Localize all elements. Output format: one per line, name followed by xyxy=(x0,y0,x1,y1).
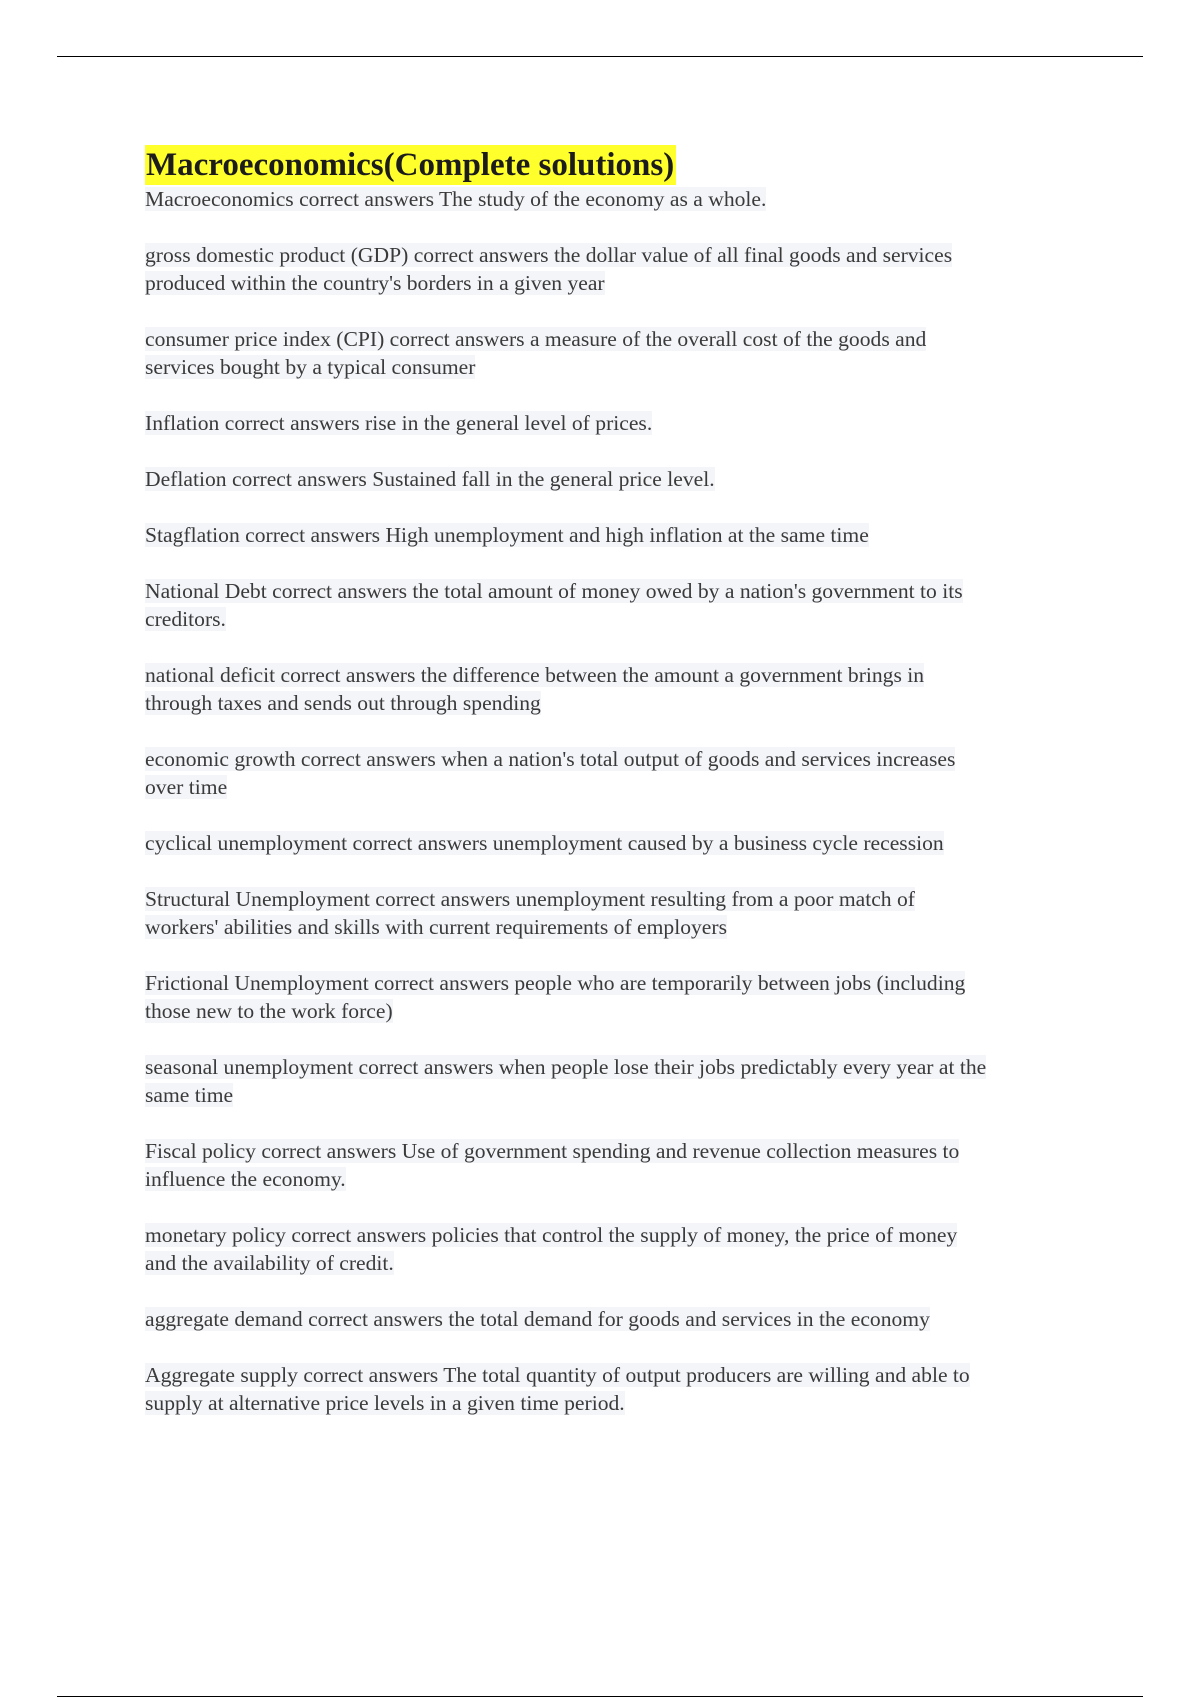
entry-text: national deficit correct answers the difference between the amount a government brings in through taxes and sends out through spending xyxy=(145,663,925,715)
entry-text: Macroeconomics correct answers The study of the economy as a whole. xyxy=(145,187,767,211)
entry-text: consumer price index (CPI) correct answers a measure of the overall cost of the goods and services bought by a typical consumer xyxy=(145,327,927,379)
entry-text: aggregate demand correct answers the total demand for goods and services in the economy xyxy=(145,1307,930,1331)
footer-rule xyxy=(57,1696,1143,1697)
header-rule xyxy=(57,56,1143,57)
list-item xyxy=(145,885,1095,941)
entry-text: gross domestic product (GDP) correct answers the dollar value of all final goods and services produced within the country's borders in a given year xyxy=(145,243,953,295)
list-item xyxy=(145,241,1095,297)
list-item xyxy=(145,1305,1095,1333)
list-item xyxy=(145,969,1095,1025)
entry-text: monetary policy correct answers policies that control the supply of money, the price of money and the availability of credit. xyxy=(145,1223,958,1275)
list-item xyxy=(145,185,1095,213)
entry-text: Fiscal policy correct answers Use of government spending and revenue collection measures to influence the economy. xyxy=(145,1139,960,1191)
list-item xyxy=(145,409,1095,437)
entry-text: National Debt correct answers the total amount of money owed by a nation's government to its creditors. xyxy=(145,579,963,631)
document-body xyxy=(145,145,1095,1445)
list-item xyxy=(145,1221,1095,1277)
list-item xyxy=(145,465,1095,493)
entry-text: Inflation correct answers rise in the general level of prices. xyxy=(145,411,653,435)
list-item xyxy=(145,661,1095,717)
list-item xyxy=(145,521,1095,549)
entry-text: Deflation correct answers Sustained fall in the general price level. xyxy=(145,467,715,491)
entry-text: Structural Unemployment correct answers unemployment resulting from a poor match of workers' abilities and skills with current requirements of employers xyxy=(145,887,915,939)
entry-text: Stagflation correct answers High unemployment and high inflation at the same time xyxy=(145,523,869,547)
entry-text: cyclical unemployment correct answers unemployment caused by a business cycle recession xyxy=(145,831,944,855)
document-title: Macroeconomics(Complete solutions) xyxy=(146,147,675,183)
list-item xyxy=(145,325,1095,381)
entry-text: Frictional Unemployment correct answers people who are temporarily between jobs (including those new to the work force) xyxy=(145,971,966,1023)
entry-list xyxy=(145,185,1095,1417)
entry-text: seasonal unemployment correct answers when people lose their jobs predictably every year at the same time xyxy=(145,1055,987,1107)
list-item xyxy=(145,1137,1095,1193)
list-item xyxy=(145,1053,1095,1109)
list-item xyxy=(145,829,1095,857)
list-item xyxy=(145,1361,1095,1417)
list-item xyxy=(145,745,1095,801)
entry-text: Aggregate supply correct answers The total quantity of output producers are willing and able to supply at alternative price levels in a given time period. xyxy=(145,1363,970,1415)
list-item xyxy=(145,577,1095,633)
entry-text: economic growth correct answers when a nation's total output of goods and services increases over time xyxy=(145,747,956,799)
